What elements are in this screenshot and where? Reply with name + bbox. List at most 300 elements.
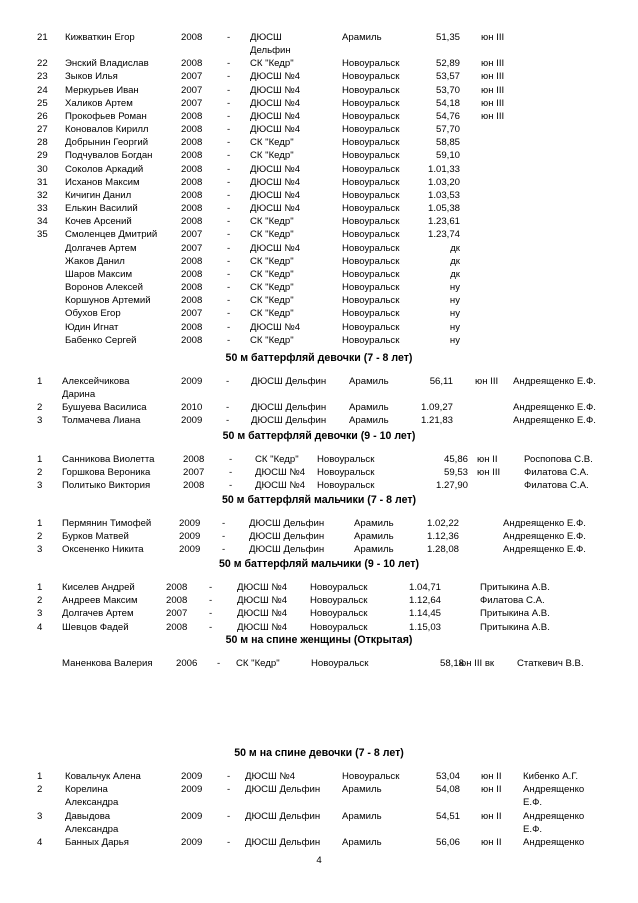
cell-dash: - <box>227 97 231 109</box>
result-row <box>0 189 638 202</box>
cell-name: Алексейчикова <box>62 376 130 387</box>
cell-num: 2 <box>37 784 43 796</box>
cell-city: Арамиль <box>349 415 389 426</box>
cell-name: Юдин Игнат <box>65 321 119 333</box>
cell-name: Кичигин Данил <box>65 189 132 201</box>
cell-year: 2007 <box>181 242 203 254</box>
cell-club: ДЮСШ №4 <box>237 582 288 593</box>
cell-city: Новоуральск <box>317 480 375 491</box>
cell-num: 1 <box>37 771 43 782</box>
cell-name: Меркурьев Иван <box>65 84 139 96</box>
cell-year: 2009 <box>181 376 203 387</box>
cell-dash: - <box>209 582 213 593</box>
cell-name: Смоленцев Дмитрий <box>65 229 158 241</box>
cell-year: 2008 <box>181 150 203 162</box>
cell-city: Новоуральск <box>342 58 400 70</box>
result-row <box>0 375 638 400</box>
result-row <box>0 70 638 83</box>
cell-dash: - <box>229 454 233 465</box>
cell-coach: Филатова С.А. <box>524 467 589 478</box>
cell-coach: Андреященко <box>523 837 585 848</box>
cell-year: 2008 <box>181 321 203 333</box>
cell-num: 1 <box>37 582 43 593</box>
result-row <box>0 242 638 255</box>
cell-club: ДЮСШ №4 <box>250 163 301 175</box>
cell-coach: Филатова С.А. <box>524 480 589 491</box>
cell-name: Бабенко Сергей <box>65 334 137 346</box>
cell-num: 2 <box>37 531 43 542</box>
cell-time: 1.28,08 <box>426 544 459 555</box>
result-row <box>0 594 638 607</box>
cell-name: Подчувалов Богдан <box>65 150 153 162</box>
cell-rank: юн III <box>481 97 505 109</box>
cell-club: ДЮСШ Дельфин <box>249 518 325 529</box>
result-row <box>0 530 638 543</box>
cell-club: СК "Кедр" <box>236 658 280 669</box>
cell-rank: юн III <box>481 32 505 43</box>
cell-club: ДЮСШ №4 <box>255 467 306 478</box>
cell-name2: Дарина <box>62 389 96 400</box>
cell-num: 22 <box>37 58 48 70</box>
cell-rank: юн III <box>481 84 505 96</box>
cell-dash: - <box>227 137 231 149</box>
cell-year: 2008 <box>181 32 203 43</box>
cell-dash: - <box>227 189 231 201</box>
cell-coach2: Е.Ф. <box>523 797 543 809</box>
cell-dash: - <box>227 203 231 215</box>
cell-city: Новоуральск <box>317 467 375 478</box>
cell-name: Долгачев Артем <box>62 608 134 620</box>
cell-city: Арамиль <box>354 544 394 555</box>
cell-city: Новоуральск <box>342 771 400 782</box>
cell-club: СК "Кедр" <box>250 229 294 241</box>
cell-num: 2 <box>37 467 43 478</box>
cell-dash: - <box>222 518 226 529</box>
cell-time: 58,18 <box>439 658 464 669</box>
cell-coach: Притыкина А.В. <box>480 608 550 620</box>
cell-time: 1.12,64 <box>408 595 441 607</box>
cell-time: 54,08 <box>435 784 460 796</box>
cell-time: ну <box>449 321 460 333</box>
result-row <box>0 321 638 334</box>
cell-coach: Андреященко Е.Ф. <box>503 531 586 542</box>
cell-name: Прокофьев Роман <box>65 110 147 122</box>
cell-year: 2008 <box>181 124 203 136</box>
cell-coach: Филатова С.А. <box>480 595 545 607</box>
cell-year: 2007 <box>166 608 188 620</box>
cell-city: Новоуральск <box>342 216 400 228</box>
cell-time: 1.05,38 <box>427 203 460 215</box>
cell-city: Новоуральск <box>342 150 400 162</box>
cell-year: 2008 <box>181 255 203 267</box>
cell-num: 32 <box>37 189 48 201</box>
cell-dash: - <box>227 58 231 70</box>
cell-club: ДЮСШ №4 <box>250 189 301 201</box>
cell-num: 24 <box>37 84 48 96</box>
result-row <box>0 110 638 123</box>
result-row <box>0 770 638 783</box>
cell-coach: Андреященко <box>523 810 585 822</box>
cell-club: ДЮСШ №4 <box>255 480 306 491</box>
cell-city: Новоуральск <box>342 176 400 188</box>
cell-dash: - <box>227 110 231 122</box>
cell-dash: - <box>222 531 226 542</box>
cell-time: 1.03,20 <box>427 176 460 188</box>
cell-year: 2008 <box>181 334 203 346</box>
cell-year: 2008 <box>181 58 203 70</box>
cell-time: 56,11 <box>429 376 453 387</box>
cell-name: Шаров Максим <box>65 268 133 280</box>
cell-rank: юн II <box>481 771 502 782</box>
result-row <box>0 84 638 97</box>
cell-club: ДЮСШ Дельфин <box>245 784 321 796</box>
cell-time: 57,70 <box>435 124 460 136</box>
cell-city: Новоуральск <box>342 334 400 346</box>
cell-coach: Андреященко Е.Ф. <box>513 402 596 413</box>
cell-city: Арамиль <box>342 810 382 822</box>
cell-year: 2009 <box>181 837 203 848</box>
result-row <box>0 202 638 215</box>
cell-name: Обухов Егор <box>65 308 121 320</box>
cell-club: ДЮСШ №4 <box>237 621 288 633</box>
cell-time: 1.09,27 <box>420 402 453 413</box>
cell-city: Новоуральск <box>342 110 400 122</box>
cell-dash: - <box>227 268 231 280</box>
cell-num: 21 <box>37 32 48 43</box>
cell-city: Новоуральск <box>310 621 368 633</box>
section-title: 50 м баттерфляй девочки (9 - 10 лет) <box>222 430 416 442</box>
cell-num: 3 <box>37 415 43 426</box>
cell-club: ДЮСШ №4 <box>250 110 301 122</box>
cell-year: 2008 <box>181 216 203 228</box>
result-row <box>0 136 638 149</box>
cell-club: ДЮСШ Дельфин <box>251 402 327 413</box>
result-row <box>0 414 638 427</box>
cell-num: 25 <box>37 97 48 109</box>
cell-dash: - <box>229 467 233 478</box>
cell-time: 1.21,83 <box>420 415 453 426</box>
section-title: 50 м на спине девочки (7 - 8 лет) <box>234 747 404 759</box>
cell-club: СК "Кедр" <box>250 334 294 346</box>
cell-dash: - <box>227 334 231 346</box>
cell-num: 23 <box>37 71 48 83</box>
result-row <box>0 57 638 70</box>
cell-year: 2008 <box>181 203 203 215</box>
result-row <box>0 215 638 228</box>
cell-dash: - <box>227 784 231 796</box>
cell-club: ДЮСШ Дельфин <box>245 810 321 822</box>
cell-time: 45,86 <box>443 454 468 465</box>
cell-dash: - <box>227 837 231 848</box>
cell-num: 1 <box>37 518 43 529</box>
cell-year: 2008 <box>181 282 203 294</box>
cell-name: Маненкова Валерия <box>62 658 153 669</box>
cell-time: 1.01,33 <box>427 163 460 175</box>
cell-name2: Александра <box>65 797 119 809</box>
cell-city: Новоуральск <box>342 268 400 280</box>
cell-year: 2008 <box>181 163 203 175</box>
cell-num: 33 <box>37 203 48 215</box>
cell-name: Санникова Виолетта <box>62 454 155 465</box>
cell-coach: Притыкина А.В. <box>480 582 550 593</box>
cell-year: 2007 <box>181 308 203 320</box>
cell-year: 2009 <box>179 544 201 555</box>
cell-city: Новоуральск <box>342 255 400 267</box>
cell-city: Арамиль <box>354 531 394 542</box>
cell-name: Оксененко Никита <box>62 544 144 555</box>
cell-time: ну <box>449 295 460 307</box>
cell-city: Новоуральск <box>342 189 400 201</box>
cell-dash: - <box>209 621 213 633</box>
cell-time: 1.14,45 <box>408 608 441 620</box>
result-row <box>0 307 638 320</box>
cell-city: Арамиль <box>349 402 389 413</box>
cell-city: Новоуральск <box>342 163 400 175</box>
cell-time: 1.15,03 <box>408 621 441 633</box>
cell-time: 1.12,36 <box>426 531 459 542</box>
cell-city: Новоуральск <box>342 84 400 96</box>
cell-dash: - <box>227 771 231 782</box>
cell-name: Корелина <box>65 784 108 796</box>
cell-city: Новоуральск <box>342 124 400 136</box>
result-row <box>0 401 638 414</box>
cell-name: Бурков Матвей <box>62 531 129 542</box>
cell-num: 1 <box>37 376 43 387</box>
cell-time: 1.04,71 <box>408 582 441 593</box>
cell-club: ДЮСШ №4 <box>245 771 296 782</box>
cell-num: 28 <box>37 137 48 149</box>
cell-time: ну <box>449 282 460 294</box>
cell-club: СК "Кедр" <box>250 268 294 280</box>
cell-dash: - <box>226 402 230 413</box>
cell-num: 2 <box>37 402 43 413</box>
cell-time: ну <box>449 334 460 346</box>
cell-num: 3 <box>37 608 43 620</box>
cell-name2: Александра <box>65 823 119 835</box>
cell-city: Арамиль <box>342 784 382 796</box>
result-row <box>0 621 638 634</box>
cell-city: Арамиль <box>342 837 382 848</box>
cell-name: Пермянин Тимофей <box>62 518 152 529</box>
cell-city: Новоуральск <box>342 242 400 254</box>
section-title: 50 м баттерфляй мальчики (9 - 10 лет) <box>219 558 419 570</box>
result-row <box>0 607 638 620</box>
cell-name: Горшкова Вероника <box>62 467 151 478</box>
cell-num: 4 <box>37 621 43 633</box>
cell-city: Арамиль <box>342 32 382 43</box>
cell-coach: Кибенко А.Г. <box>523 771 579 782</box>
cell-city: Новоуральск <box>342 71 400 83</box>
cell-num: 3 <box>37 480 43 491</box>
section-title: 50 м на спине женщины (Открытая) <box>225 634 413 646</box>
cell-coach: Андреященко Е.Ф. <box>503 518 586 529</box>
cell-city: Новоуральск <box>310 608 368 620</box>
result-row <box>0 836 638 849</box>
result-row <box>0 479 638 492</box>
cell-dash: - <box>227 176 231 188</box>
cell-dash: - <box>227 295 231 307</box>
cell-num: 1 <box>37 454 43 465</box>
result-row <box>0 123 638 136</box>
cell-year: 2008 <box>166 621 188 633</box>
cell-dash: - <box>227 163 231 175</box>
cell-name: Андреев Максим <box>62 595 138 607</box>
result-row <box>0 163 638 176</box>
cell-dash: - <box>227 308 231 320</box>
cell-time: 53,04 <box>435 771 460 782</box>
cell-club: ДЮСШ №4 <box>250 176 301 188</box>
cell-city: Новоуральск <box>342 308 400 320</box>
result-row <box>0 334 638 347</box>
cell-year: 2007 <box>181 71 203 83</box>
cell-club: ДЮСШ Дельфин <box>251 376 327 387</box>
cell-year: 2008 <box>166 582 188 593</box>
cell-num: 4 <box>37 837 43 848</box>
result-row <box>0 581 638 594</box>
cell-year: 2009 <box>181 784 203 796</box>
cell-name: Жаков Данил <box>65 255 125 267</box>
cell-city: Новоуральск <box>310 595 368 607</box>
cell-num: 3 <box>37 810 43 822</box>
cell-time: 51,35 <box>435 32 460 43</box>
cell-name: Соколов Аркадий <box>65 163 144 175</box>
cell-time: 54,51 <box>435 810 460 822</box>
cell-time: ну <box>449 308 460 320</box>
cell-club: ДЮСШ №4 <box>250 242 301 254</box>
cell-club: ДЮСШ Дельфин <box>251 415 327 426</box>
cell-name: Долгачев Артем <box>65 242 137 254</box>
cell-coach: Андреященко Е.Ф. <box>503 544 586 555</box>
cell-dash: - <box>227 810 231 822</box>
cell-year: 2009 <box>181 415 203 426</box>
cell-year: 2008 <box>181 189 203 201</box>
cell-year: 2008 <box>181 176 203 188</box>
cell-dash: - <box>227 229 231 241</box>
cell-time: 53,70 <box>435 84 460 96</box>
cell-rank: юн III <box>477 467 501 478</box>
cell-dash: - <box>227 84 231 96</box>
result-row <box>0 783 638 809</box>
cell-city: Новоуральск <box>311 658 369 669</box>
cell-dash: - <box>229 480 233 491</box>
cell-city: Новоуральск <box>342 282 400 294</box>
cell-city: Арамиль <box>354 518 394 529</box>
cell-year: 2009 <box>181 810 203 822</box>
cell-city: Новоуральск <box>342 295 400 307</box>
cell-name: Киселев Андрей <box>62 582 135 593</box>
cell-rank: юн II <box>481 810 502 822</box>
cell-name: Бушуева Василиса <box>62 402 147 413</box>
section-title: 50 м баттерфляй мальчики (7 - 8 лет) <box>221 494 417 506</box>
cell-time: 54,18 <box>435 97 460 109</box>
cell-dash: - <box>227 255 231 267</box>
cell-name: Воронов Алексей <box>65 282 143 294</box>
cell-dash: - <box>227 242 231 254</box>
cell-time: 1.23,61 <box>427 216 460 228</box>
cell-time: 58,85 <box>435 137 460 149</box>
cell-num: 34 <box>37 216 48 228</box>
result-row <box>0 294 638 307</box>
result-row <box>0 268 638 281</box>
cell-num: 31 <box>37 176 48 188</box>
cell-dash: - <box>227 282 231 294</box>
result-row <box>0 228 638 241</box>
cell-dash: - <box>226 415 230 426</box>
cell-club: СК "Кедр" <box>250 308 294 320</box>
cell-time: 53,57 <box>435 71 460 83</box>
cell-rank: юн III <box>481 110 505 122</box>
cell-club: ДЮСШ Дельфин <box>249 531 325 542</box>
cell-time: 1.23,74 <box>427 229 460 241</box>
cell-year: 2008 <box>181 137 203 149</box>
cell-year: 2008 <box>181 110 203 122</box>
cell-city: Новоуральск <box>342 203 400 215</box>
cell-coach: Андреященко Е.Ф. <box>513 376 596 387</box>
cell-club: ДЮСШ №4 <box>250 71 301 83</box>
cell-rank: юн III вк <box>459 658 495 669</box>
cell-num: 27 <box>37 124 48 136</box>
cell-year: 2008 <box>181 295 203 307</box>
cell-club: СК "Кедр" <box>250 137 294 149</box>
result-row <box>0 97 638 110</box>
cell-num: 35 <box>37 229 48 241</box>
cell-coach: Андреященко Е.Ф. <box>513 415 596 426</box>
section-title: 50 м баттерфляй девочки (7 - 8 лет) <box>225 352 413 364</box>
cell-rank: юн II <box>477 454 498 465</box>
cell-name: Политыко Виктория <box>62 480 151 491</box>
cell-num: 26 <box>37 110 48 122</box>
cell-coach: Андреященко <box>523 784 585 796</box>
cell-club: СК "Кедр" <box>255 454 299 465</box>
cell-year: 2007 <box>181 97 203 109</box>
page-number: 4 <box>316 855 322 866</box>
cell-club: СК "Кедр" <box>250 150 294 162</box>
cell-time: 1.03,53 <box>427 189 460 201</box>
cell-dash: - <box>209 595 213 607</box>
cell-time: 56,06 <box>435 837 460 848</box>
cell-dash: - <box>227 32 231 43</box>
cell-club: ДЮСШ №4 <box>250 97 301 109</box>
result-row <box>0 255 638 268</box>
cell-rank: юн III <box>481 58 505 70</box>
cell-name: Толмачева Лиана <box>62 415 141 426</box>
result-row <box>0 466 638 479</box>
cell-club: ДЮСШ Дельфин <box>249 544 325 555</box>
cell-rank: юн II <box>481 837 502 848</box>
cell-city: Новоуральск <box>310 582 368 593</box>
result-row <box>0 810 638 835</box>
cell-dash: - <box>227 71 231 83</box>
cell-city: Новоуральск <box>342 321 400 333</box>
result-row <box>0 517 638 530</box>
cell-city: Новоуральск <box>317 454 375 465</box>
cell-year: 2008 <box>183 454 205 465</box>
cell-year: 2008 <box>166 595 188 607</box>
cell-club2: Дельфин <box>250 45 291 57</box>
cell-club: СК "Кедр" <box>250 216 294 228</box>
cell-num: 2 <box>37 595 43 607</box>
cell-name: Ковальчук Алена <box>65 771 141 782</box>
cell-year: 2010 <box>181 402 203 413</box>
result-row <box>0 176 638 189</box>
cell-year: 2008 <box>181 268 203 280</box>
cell-club: ДЮСШ <box>250 32 282 43</box>
cell-rank: юн III <box>475 376 499 387</box>
cell-rank: юн III <box>481 71 505 83</box>
cell-dash: - <box>227 216 231 228</box>
cell-name: Энский Владислав <box>65 58 149 70</box>
cell-dash: - <box>222 544 226 555</box>
